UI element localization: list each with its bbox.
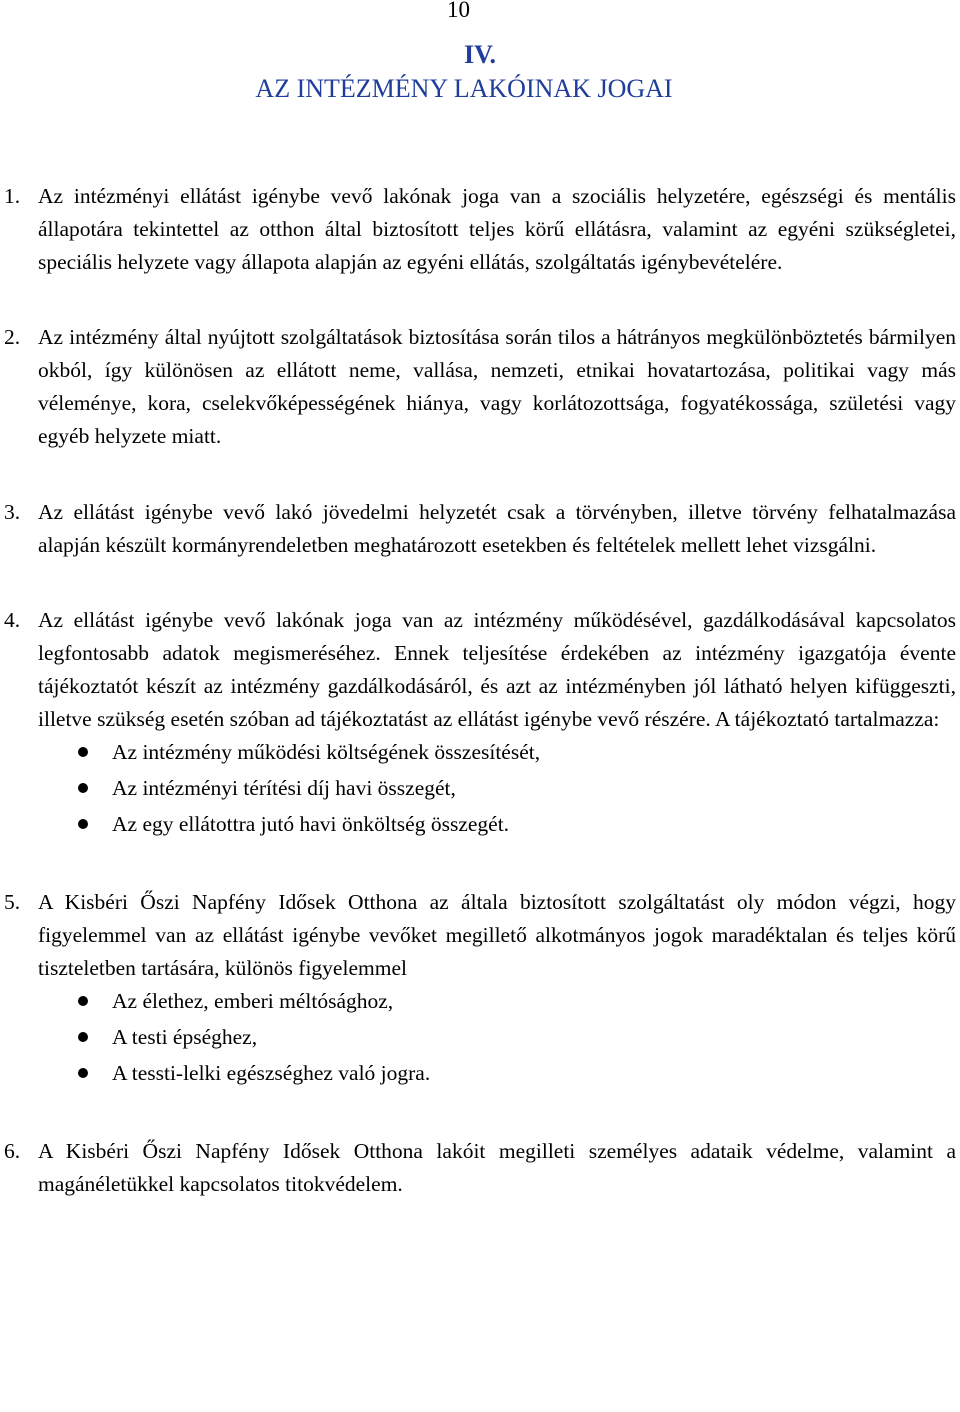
item-text: Az intézmény által nyújtott szolgáltatások biztosítása során tilos a hátrányos megkülönböztetés bármilyen okból, így különösen az ellátott neme, vallása, nemzeti, etnikai hovatartozása, politikai vagy más véleménye, kora, cselekvőképességének hiánya, vagy korlátozottsága, fogyatékossága, születési vagy egyéb helyzete miatt.	[38, 325, 956, 448]
item-number: 6.	[4, 1139, 21, 1163]
item-number: 1.	[4, 184, 21, 208]
list-item-4	[4, 604, 956, 844]
bullet-dot-icon	[78, 1032, 88, 1042]
page-number: 10	[447, 0, 470, 22]
item-text: A Kisbéri Őszi Napfény Idősek Otthona lakóit megilleti személyes adataik védelme, valamint a magánéletükkel kapcsolatos titokvédelem.	[38, 1139, 956, 1196]
bullet-text: Az egy ellátottra jutó havi önköltség összegét.	[112, 812, 510, 836]
item-number: 4.	[4, 608, 21, 632]
item-text: Az ellátást igénybe vevő lakónak joga van az intézmény működésével, gazdálkodásával kapcsolatos legfontosabb adatok megismeréséhez. Ennek teljesítése érdekében az intézmény igazgatója évente tájékoztatót készít az intézmény gazdálkodásáról, és azt az intézményben jól látható helyen kifüggeszti, illetve szükség esetén szóban ad tájékoztatást az ellátást igénybe vevő részére. A tájékoztató tartalmazza:	[38, 608, 956, 731]
bullet-item	[38, 1021, 956, 1057]
bullet-dot-icon	[78, 819, 88, 829]
item-number: 5.	[4, 890, 21, 914]
list-item-2	[4, 321, 956, 453]
bullet-item	[38, 808, 956, 844]
bullet-text: Az élethez, emberi méltósághoz,	[112, 989, 394, 1013]
item-number: 2.	[4, 325, 21, 349]
bullet-dot-icon	[78, 1068, 88, 1078]
list-item-3	[4, 496, 956, 562]
item-text: Az ellátást igénybe vevő lakó jövedelmi helyzetét csak a törvényben, illetve törvény felhatalmazása alapján készült kormányrendeletben meghatározott esetekben és feltételek mellett lehet vizsgálni.	[38, 500, 956, 557]
bullet-dot-icon	[78, 996, 88, 1006]
list-item-6	[4, 1135, 956, 1201]
list-item-5	[4, 886, 956, 1093]
bullet-dot-icon	[78, 783, 88, 793]
bullet-list	[38, 736, 956, 844]
bullet-text: A tessti-lelki egészséghez való jogra.	[112, 1061, 431, 1085]
bullet-text: Az intézmény működési költségének összesítését,	[112, 740, 541, 764]
bullet-item	[38, 985, 956, 1021]
bullet-text: Az intézményi térítési díj havi összegét,	[112, 776, 456, 800]
bullet-dot-icon	[78, 747, 88, 757]
item-number: 3.	[4, 500, 21, 524]
bullet-item	[38, 736, 956, 772]
chapter-number: IV.	[463, 40, 497, 69]
item-text: Az intézményi ellátást igénybe vevő lakónak joga van a szociális helyzetére, egészségi és mentális állapotára tekintettel az otthon által biztosított teljes körű ellátásra, valamint az egyéni szükségletei, speciális helyzete vagy állapota alapján az egyéni ellátás, szolgáltatás igénybevételére.	[38, 184, 956, 274]
chapter-title: AZ INTÉZMÉNY LAKÓINAK JOGAI	[255, 74, 673, 103]
bullet-item	[38, 772, 956, 808]
rights-list	[4, 180, 956, 1201]
bullet-item	[38, 1057, 956, 1093]
list-item-1	[4, 180, 956, 279]
bullet-text: A testi épséghez,	[112, 1025, 258, 1049]
item-text: A Kisbéri Őszi Napfény Idősek Otthona az általa biztosított szolgáltatást oly módon végzi, hogy figyelemmel van az ellátást igénybe vevőket megillető alkotmányos jogok maradéktalan és teljes körű tiszteletben tartására, különös figyelemmel	[38, 890, 956, 980]
bullet-list	[38, 985, 956, 1093]
